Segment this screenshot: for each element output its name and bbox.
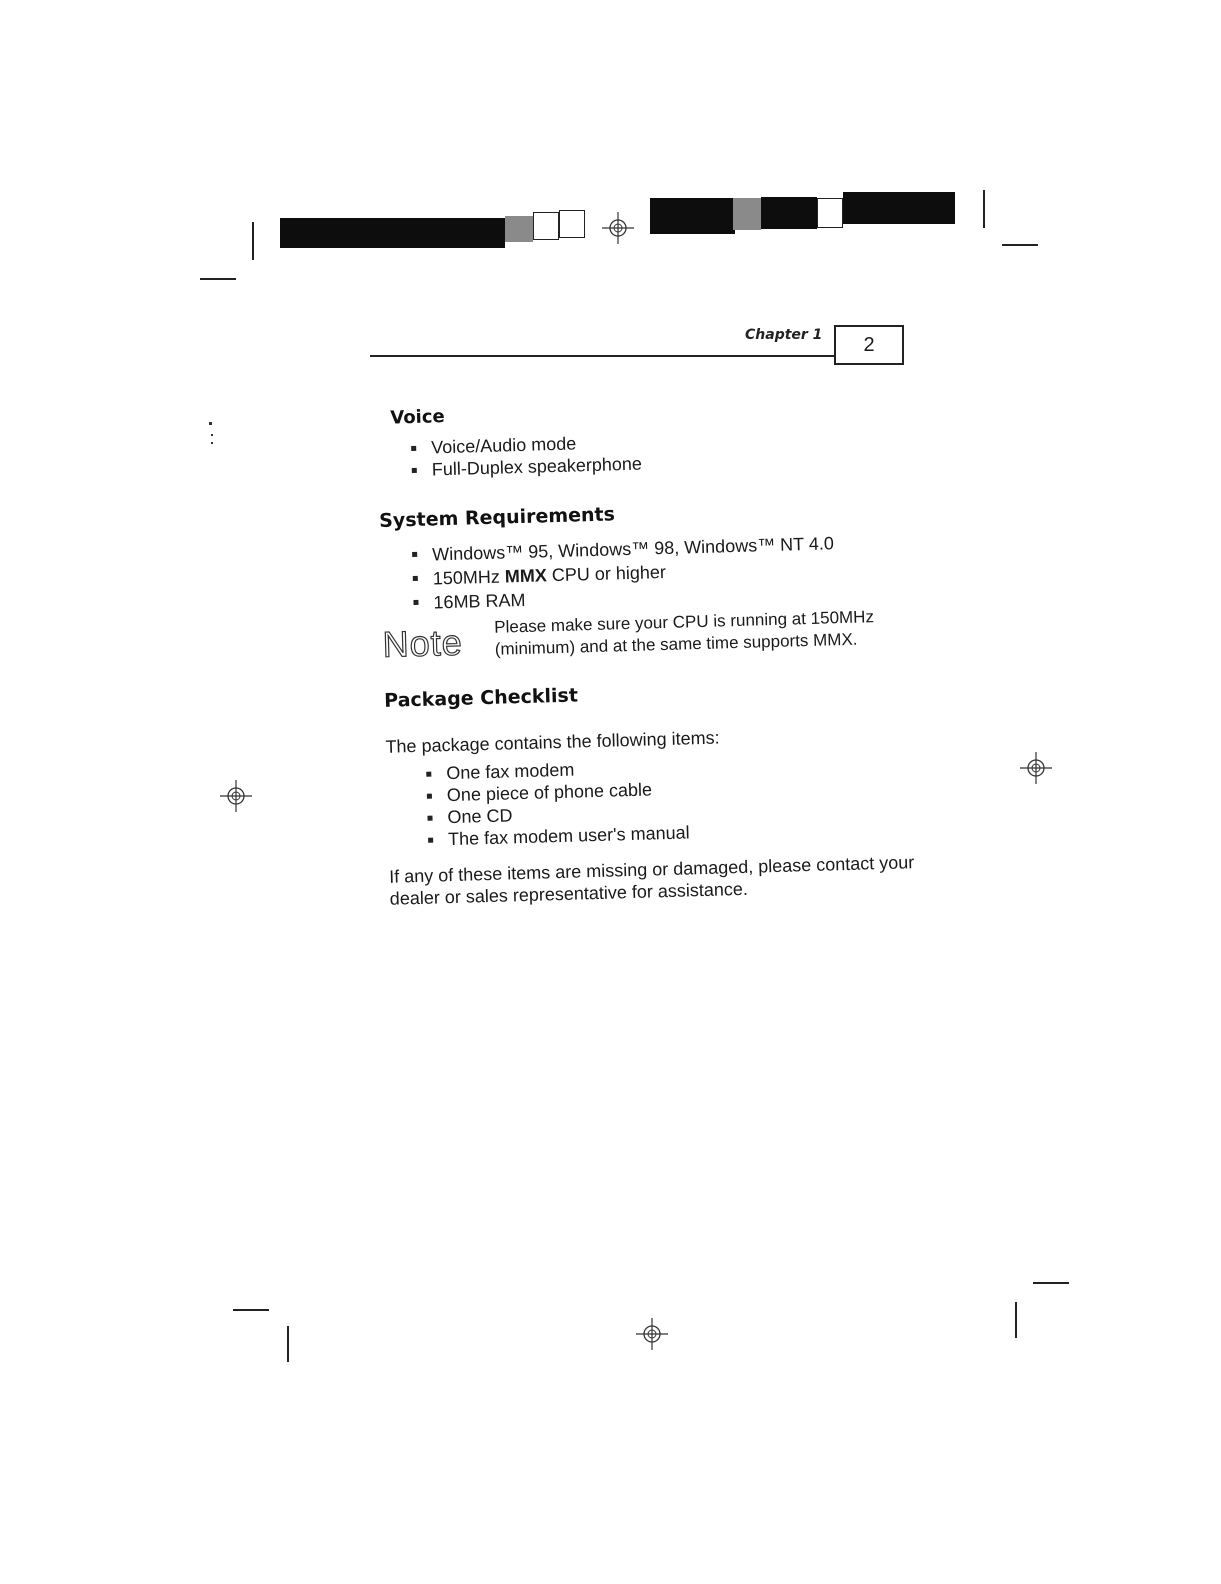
chapter-label: Chapter 1 — [745, 327, 823, 343]
registration-mark-icon — [220, 780, 252, 812]
crop-mark — [1015, 1302, 1017, 1338]
package-closing: If any of these items are missing or damaged, please contact your dealer or sales representative for assistance. — [388, 852, 915, 909]
list-item: One CD — [415, 799, 689, 829]
crop-mark — [1002, 244, 1038, 246]
list-item: 150MHz MMX CPU or higher — [401, 555, 835, 591]
crop-mark — [287, 1326, 289, 1362]
registration-mark-icon — [602, 212, 634, 244]
section-heading-package-checklist: Package Checklist — [383, 684, 579, 712]
crop-mark — [983, 190, 985, 228]
package-list — [414, 755, 690, 851]
list-item: The fax modem user's manual — [416, 821, 690, 851]
margin-dot — [211, 442, 213, 444]
list-item: Full-Duplex speakerphone — [399, 453, 642, 482]
registration-mark-icon — [636, 1318, 668, 1350]
page-number: 2 — [834, 325, 904, 365]
crop-mark — [233, 1309, 269, 1311]
page-content — [376, 390, 950, 925]
list-item: One fax modem — [414, 755, 688, 785]
package-intro: The package contains the following items: — [385, 727, 720, 757]
section-heading-voice: Voice — [390, 406, 445, 429]
list-item: 16MB RAM — [401, 579, 835, 615]
registration-mark-icon — [1020, 752, 1052, 784]
crop-mark — [1033, 1282, 1069, 1284]
list-item: Windows™ 95, Windows™ 98, Windows™ NT 4.0 — [400, 531, 834, 567]
system-requirements-list — [400, 531, 836, 615]
crop-mark — [252, 222, 254, 260]
section-heading-system-requirements: System Requirements — [378, 503, 616, 532]
crop-mark — [200, 278, 236, 280]
note-text: Please make sure your CPU is running at 150MHz (minimum) and at the same time supports MMX. — [493, 607, 875, 659]
list-item: Voice/Audio mode — [399, 431, 642, 460]
voice-list — [399, 431, 642, 482]
margin-dot — [211, 434, 213, 436]
note-label: Note — [382, 621, 464, 665]
list-item: One piece of phone cable — [415, 777, 689, 807]
margin-dot — [209, 422, 212, 425]
header-rule — [370, 355, 835, 357]
